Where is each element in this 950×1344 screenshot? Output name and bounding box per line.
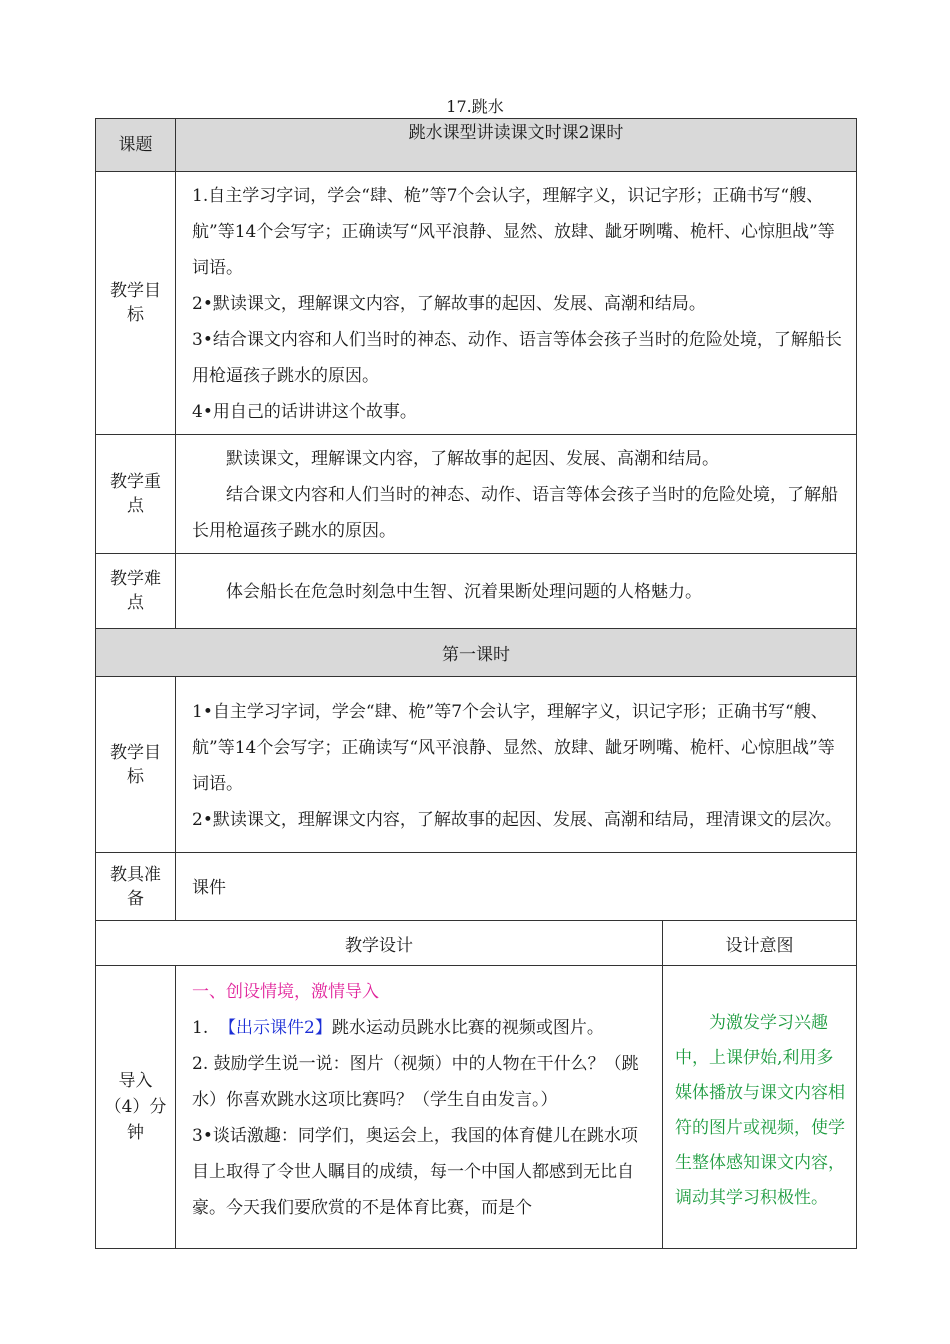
key-points-content <box>176 435 857 554</box>
topic-value: 跳水课型讲读课文时课2课时 <box>176 119 857 172</box>
lesson-plan-table <box>95 118 857 1249</box>
section-title: 一、创设情境，激情导入 <box>192 982 379 1002</box>
key-points-label: 教学重点 <box>96 435 176 554</box>
tools-label: 教具准备 <box>96 853 176 921</box>
step-2: 2. 鼓励学生说一说：图片（视频）中的人物在干什么？（跳水）你喜欢跳水这项比赛吗？（学生自由发言。） <box>192 1054 639 1110</box>
intro-row <box>96 966 857 1249</box>
lesson1-goals-label: 教学目标 <box>96 677 176 853</box>
intro-steps <box>176 966 663 1249</box>
goal-item: 4•用自己的话讲讲这个故事。 <box>192 402 417 422</box>
step-1-text: 跳水运动员跳水比赛的视频或图片。 <box>331 1018 604 1038</box>
goals-row <box>96 172 857 435</box>
key-points-row <box>96 435 857 554</box>
document-title: 17.跳水 <box>446 97 504 116</box>
intro-section-label: 导入（4）分钟 <box>96 966 176 1249</box>
step-3: 3•谈话激趣：同学们，奥运会上，我国的体育健儿在跳水项目上取得了令世人瞩目的成绩，每一个中国人都感到无比自豪。今天我们要欣赏的不是体育比赛，而是个 <box>192 1126 638 1218</box>
lesson1-goal-item: 2•默读课文，理解课文内容，了解故事的起因、发展、高潮和结局，理清课文的层次。 <box>192 809 842 830</box>
lesson1-goals-content <box>176 677 857 853</box>
topic-row <box>96 119 857 172</box>
lesson1-goal-item: 1•自主学习字词，学会“肆、桅”等7个会认字，理解字义，识记字形；正确书写“艘、航”等14个会写字；正确读写“风平浪静、显然、放肆、龇牙咧嘴、桅杆、心惊胆战”等词语。 <box>192 701 835 794</box>
lesson1-heading-row <box>96 629 857 677</box>
goal-item: 2•默读课文，理解课文内容，了解故事的起因、发展、高潮和结局。 <box>192 294 706 314</box>
intent-column-header: 设计意图 <box>663 921 857 966</box>
courseware-tag: 【出示课件2】 <box>219 1018 332 1038</box>
difficulties-row <box>96 554 857 629</box>
difficulty-text: 体会船长在危急时刻急中生智、沉着果断处理问题的人格魅力。 <box>226 582 702 602</box>
key-point-item: 默读课文，理解课文内容，了解故事的起因、发展、高潮和结局。 <box>226 449 719 469</box>
lesson1-goals-row <box>96 677 857 853</box>
design-intent <box>663 966 857 1249</box>
goal-item: 3•结合课文内容和人们当时的神态、动作、语言等体会孩子当时的危险处境，了解船长用枪逼孩子跳水的原因。 <box>192 330 842 386</box>
topic-label: 课题 <box>96 119 176 172</box>
tools-row <box>96 853 857 921</box>
design-column-header: 教学设计 <box>96 921 663 966</box>
step-1 <box>192 1010 650 1046</box>
difficulties-content <box>176 554 857 629</box>
lesson1-heading: 第一课时 <box>96 629 857 677</box>
goal-item: 1.自主学习字词，学会“肆、桅”等7个会认字，理解字义，识记字形；正确书写“艘、航”等14个会写字；正确读写“风平浪静、显然、放肆、龇牙咧嘴、桅杆、心惊胆战”等词语。 <box>192 186 835 278</box>
intent-text: 为激发学习兴趣中，上课伊始,利用多媒体播放与课文内容相符的图片或视频，使学生整体感知课文内容，调动其学习积极性。 <box>675 1013 845 1208</box>
key-point-item: 结合课文内容和人们当时的神态、动作、语言等体会孩子当时的危险处境，了解船长用枪逼孩子跳水的原因。 <box>192 485 838 541</box>
design-header-row <box>96 921 857 966</box>
goals-content <box>176 172 857 435</box>
step-1-prefix: 1. <box>192 1018 209 1038</box>
difficulties-label: 教学难点 <box>96 554 176 629</box>
goals-label: 教学目标 <box>96 172 176 435</box>
tools-content: 课件 <box>176 853 857 921</box>
